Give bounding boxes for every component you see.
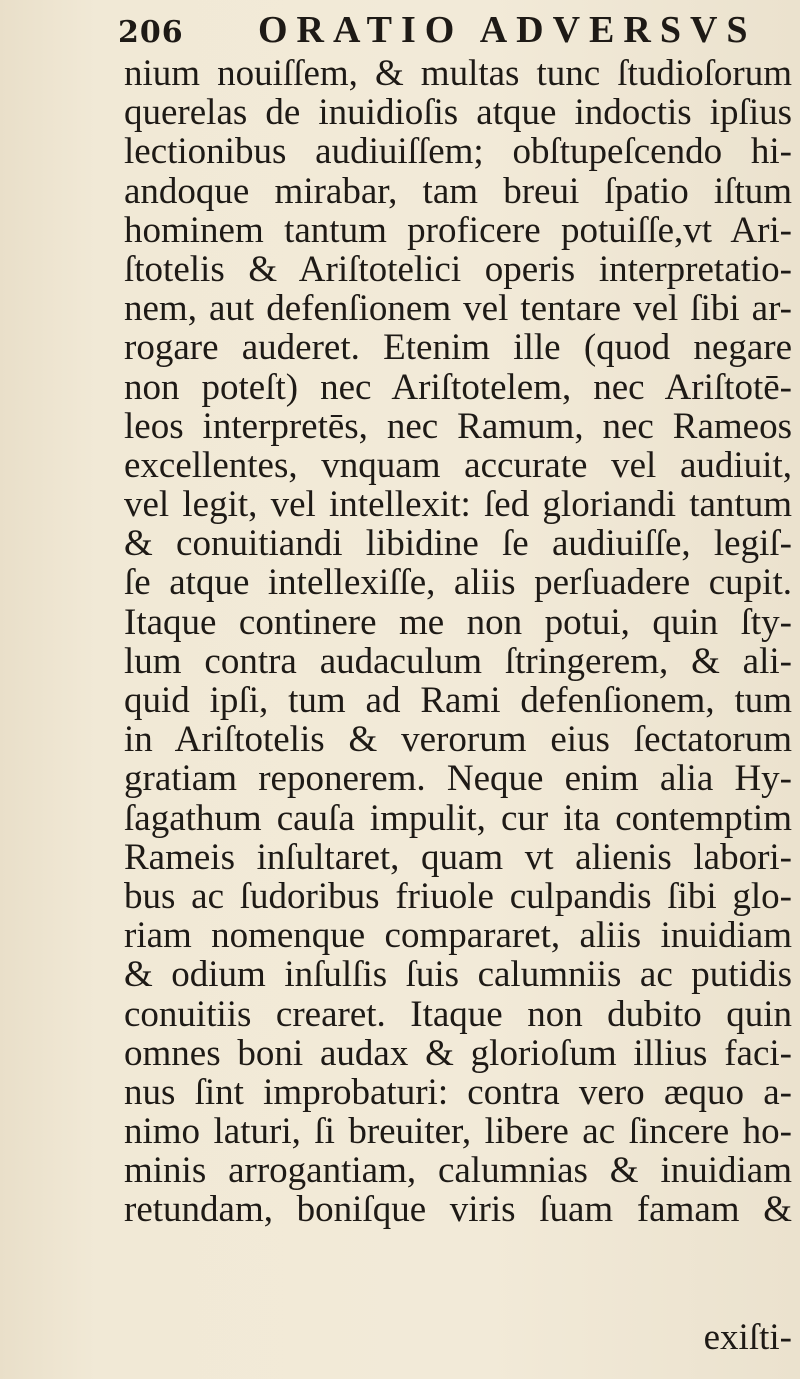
text-line: quid ipſi, tum ad Rami defenſionem, tum <box>124 680 792 721</box>
text-line: hominem tantum proficere potuiſſe,vt Ari- <box>124 209 792 251</box>
text-line: vel legit, vel intellexit: ſed gloriandi tantum <box>124 484 792 526</box>
text-line: rogare auderet. Etenim ille (quod negare <box>124 327 792 369</box>
text-line: retundam, boniſque viris ſuam famam & <box>124 1189 792 1231</box>
text-line: & conuitiandi libidine ſe audiuiſſe, legiſ- <box>124 523 792 565</box>
text-line: nimo laturi, ſi breuiter, libere ac ſincere ho- <box>124 1111 792 1153</box>
text-line: lum contra audaculum ſtringerem, & ali- <box>124 640 792 682</box>
text-line: lectionibus audiuiſſem; obſtupeſcendo hi- <box>124 131 792 173</box>
text-line: conuitiis crearet. Itaque non dubito quin <box>124 993 792 1035</box>
text-line: & odium inſulſis ſuis calumniis ac putidis <box>124 954 792 996</box>
text-line: omnes boni audax & glorioſum illius faci- <box>124 1032 792 1074</box>
catchword: exiſti- <box>703 1317 792 1358</box>
text-line: leos interpretēs, nec Ramum, nec Rameos <box>124 405 792 447</box>
text-line: non poteſt) nec Ariſtotelem, nec Ariſtotē- <box>124 366 792 408</box>
text-line: ſagathum cauſa impulit, cur ita contemptim <box>124 797 792 839</box>
text-line: minis arrogantiam, calumnias & inuidiam <box>124 1150 792 1192</box>
text-line: ſtotelis & Ariſtotelici operis interpretatio- <box>124 248 792 290</box>
text-line: gratiam reponerem. Neque enim alia Hy- <box>124 758 792 800</box>
running-title: ORATIO ADVERSVS <box>258 9 757 51</box>
text-line: andoque mirabar, tam breui ſpatio iſtum <box>124 170 792 212</box>
text-line: bus ac ſudoribus friuole culpandis ſibi glo- <box>124 875 792 917</box>
text-line: in Ariſtotelis & verorum eius ſectatorum <box>124 719 792 761</box>
page-number: 206 <box>118 15 184 50</box>
page-header <box>118 8 758 52</box>
text-line: querelas de inuidioſis atque indoctis ipſius <box>124 92 792 134</box>
text-line: nus ſint improbaturi: contra vero æquo a- <box>124 1071 792 1113</box>
text-line: riam nomenque compararet, aliis inuidiam <box>124 915 792 957</box>
text-line: Itaque continere me non potui, quin ſty- <box>124 601 792 643</box>
text-line: nium nouiſſem, & multas tunc ſtudioſorum <box>124 53 792 94</box>
text-line: Rameis inſultaret, quam vt alienis labori- <box>124 836 792 878</box>
text-line: ſe atque intellexiſſe, aliis perſuadere cupit. <box>124 562 792 604</box>
body-text <box>124 54 792 1230</box>
text-line: excellentes, vnquam accurate vel audiuit, <box>124 444 792 486</box>
text-line: nem, aut defenſionem vel tentare vel ſibi ar- <box>124 288 792 330</box>
